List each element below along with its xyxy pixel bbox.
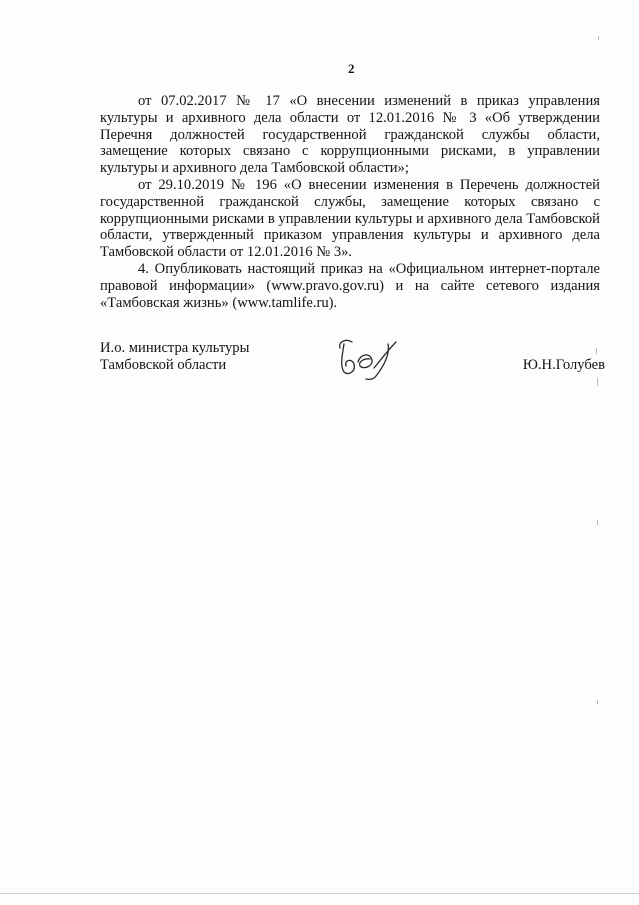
- scan-artifact: [597, 378, 598, 386]
- paragraph-publication: 4. Опубликовать настоящий приказ на «Официальном интернет-портале правовой информации» (www.pravo.gov.ru) и на сайте сетевого издания «Тамбовская жизнь» (www.tamlife.ru).: [100, 260, 600, 311]
- page-bottom-edge: [0, 893, 639, 894]
- scan-artifact: [596, 348, 597, 354]
- signatory-title-line1: И.о. министра культуры: [100, 340, 250, 356]
- scan-artifact: [597, 520, 598, 525]
- signatory-title-line2: Тамбовской области: [100, 357, 227, 373]
- scan-artifact: [597, 700, 598, 704]
- signatory-name: Ю.Н.Голубев: [522, 357, 605, 373]
- document-body: [100, 93, 600, 311]
- handwritten-signature: [330, 332, 410, 384]
- paragraph-amendment-2017: от 07.02.2017 № 17 «О внесении изменений в приказ управления культуры и архивного дела области от 12.01.2016 № 3 «Об утверждении Перечня должностей государственной гражданской службы области, замещение которых связано с коррупционными рисками, в управлении культуры и архивного дела Тамбовской области»;: [100, 93, 600, 177]
- signature-block: [100, 340, 605, 380]
- signatory-title: [100, 340, 249, 374]
- scan-artifact: [598, 36, 599, 40]
- paragraph-amendment-2019: от 29.10.2019 № 196 «О внесении изменения в Перечень должностей государственной гражданской службы, замещение которых связано с коррупционными рисками в управлении культуры и архивного дела Тамбовской области, утвержденный приказом управления культуры и архивного дела Тамбовской области от 12.01.2016 № 3».: [100, 176, 600, 261]
- page-number: 2: [348, 61, 355, 76]
